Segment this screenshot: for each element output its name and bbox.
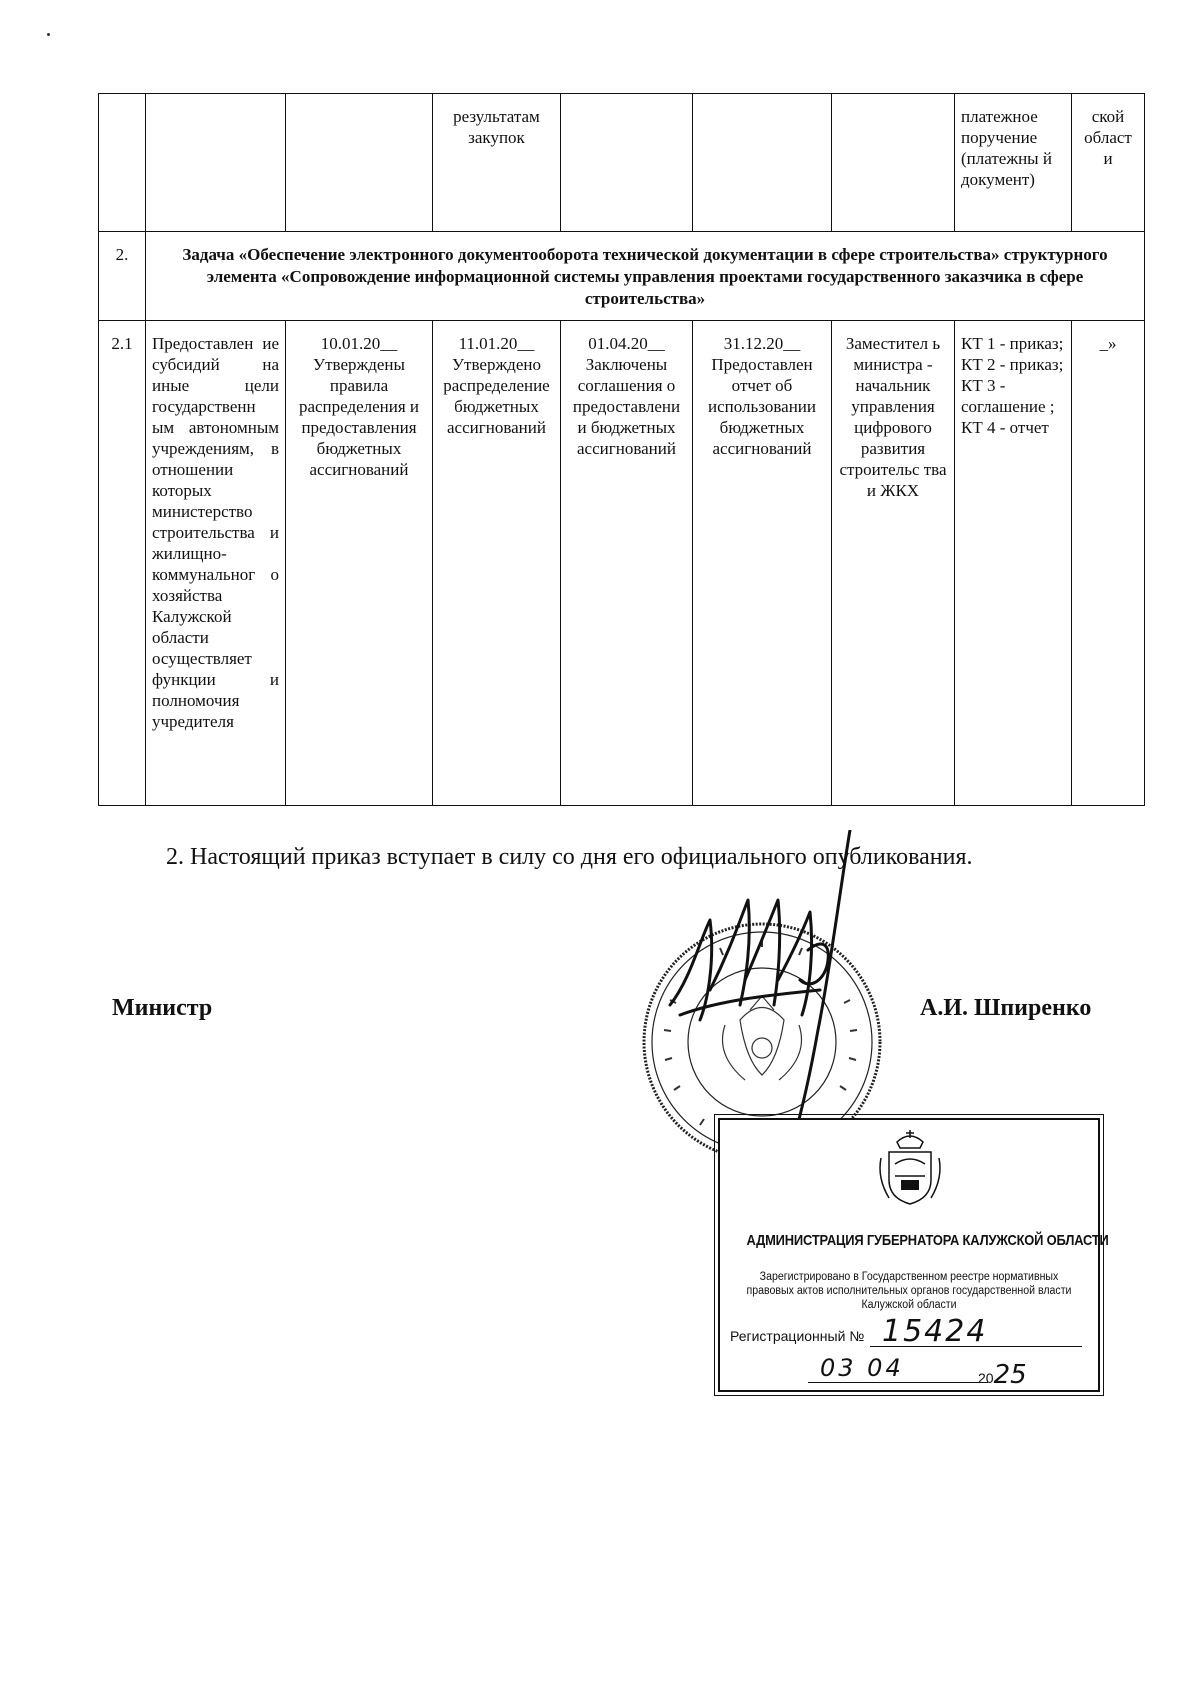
document-item: КТ 2 - приказ; [961, 355, 1064, 374]
measure-text: Предоставлен ие субсидий на иные цели государственн ым автономным учреждениям, в отношении которых министерство строительства и жилищно-коммунальног о хозяйства Калужской области осуществляет функции и полномочия учредителя [146, 321, 286, 806]
scan-speck [47, 33, 50, 36]
responsible-text: Заместител ь министра - начальник управления цифрового развития строительс тва и ЖКХ [832, 321, 955, 806]
table-row-2-1 [99, 321, 1145, 806]
stamp-registered-text: Зарегистрировано в Государственном реестре нормативных правовых актов исполнительных органов государственной власти Калужской области [746, 1271, 1072, 1311]
kt3-date: 01.04.20__ [588, 334, 665, 353]
cell-documents: платежное поручение (платежны й документ) [955, 94, 1072, 232]
cell-number [99, 94, 146, 232]
reg-number-underline [870, 1346, 1082, 1347]
kt2-text: Утверждено распределение бюджетных ассигнований [443, 355, 550, 437]
minister-title: Министр [112, 995, 213, 1021]
kt2-cell [433, 321, 561, 806]
note-text: _» [1072, 321, 1145, 806]
cell-kt4 [693, 94, 832, 232]
kt4-date: 31.12.20__ [723, 334, 801, 353]
kt1-date: 10.01.20__ [320, 334, 398, 353]
effective-date-paragraph: 2. Настоящий приказ вступает в силу со дня его официального опубликования. [166, 844, 973, 870]
task-title: Задача «Обеспечение электронного документооборота технической документации в сфере строительства» структурного элемента «Сопровождение информационной системы управления проектами государственного заказчика в сфере строительства» [146, 232, 1145, 321]
registration-stamp [718, 1118, 1109, 1392]
reg-number-label: Регистрационный № [730, 1328, 865, 1344]
document-item: КТ 4 - отчет [961, 418, 1049, 437]
handwritten-signature-icon [660, 830, 900, 1160]
kt1-cell [286, 321, 433, 806]
task-number: 2. [99, 232, 146, 321]
reg-date-underline [808, 1382, 988, 1383]
kt1-text: Утверждены правила распределения и предоставления бюджетных ассигнований [298, 355, 420, 479]
reg-year-prefix: 20 [978, 1370, 994, 1386]
document-item: КТ 3 - соглашение ; [961, 376, 1055, 416]
cell-kt3 [561, 94, 693, 232]
stamp-header: АДМИНИСТРАЦИЯ ГУБЕРНАТОРА КАЛУЖСКОЙ ОБЛАСТИ [746, 1232, 1109, 1249]
kt3-cell [561, 321, 693, 806]
table-row-continuation [99, 94, 1145, 232]
cell-responsible [832, 94, 955, 232]
cell-note: ской област и [1072, 94, 1145, 232]
coat-of-arms-icon [875, 1128, 945, 1208]
reg-number: 15424 [882, 1314, 988, 1349]
kt4-text: Предоставлен отчет об использовании бюджетных ассигнований [707, 355, 816, 458]
cell-kt1 [286, 94, 433, 232]
row-number: 2.1 [99, 321, 146, 806]
cell-kt2: результатам закупок [433, 94, 561, 232]
minister-name: А.И. Шпиренко [920, 995, 1092, 1021]
kt4-cell [693, 321, 832, 806]
reg-year-handwritten: 25 [993, 1360, 1027, 1390]
table-row-task [99, 232, 1145, 321]
control-points-table [98, 93, 1145, 806]
documents-cell [955, 321, 1072, 806]
document-item: КТ 1 - приказ; [961, 334, 1064, 353]
kt2-date: 11.01.20__ [458, 334, 535, 353]
reg-date: 03 04 [820, 1354, 904, 1382]
cell-measure [146, 94, 286, 232]
reg-year [978, 1360, 1027, 1390]
kt3-text: Заключены соглашения о предоставлени и бюджетных ассигнований [572, 355, 681, 458]
